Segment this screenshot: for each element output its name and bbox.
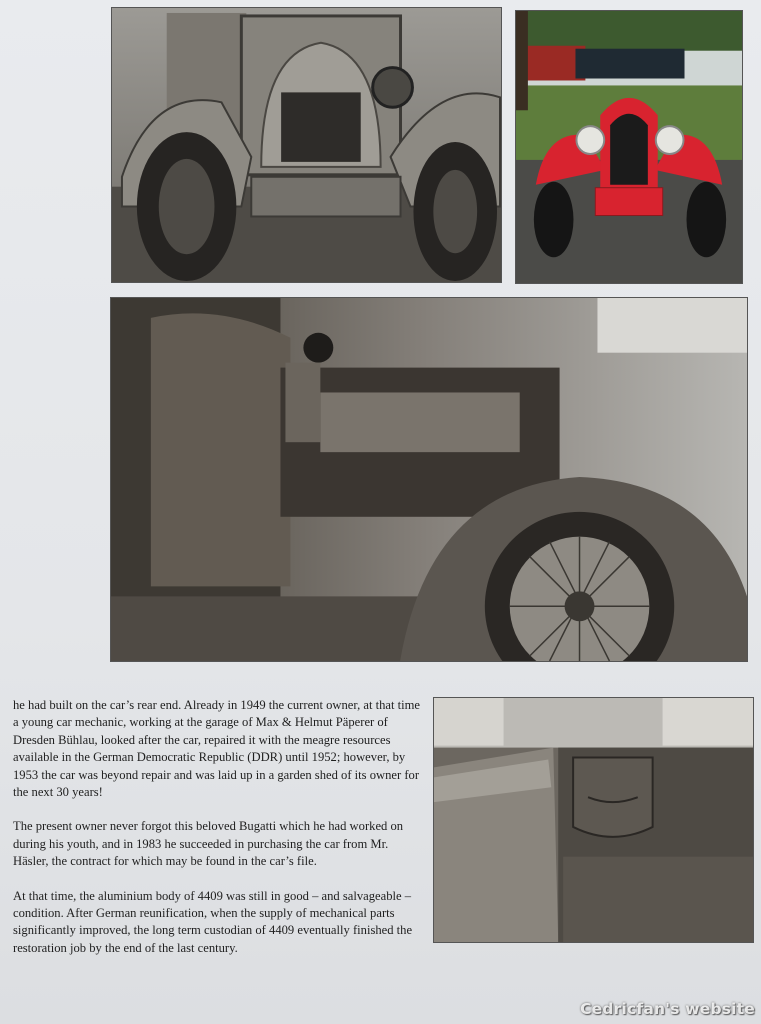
watermark: Cedricfan's website [580,1000,755,1018]
photo-engine-bay [110,297,748,662]
paragraph: At that time, the aluminium body of 4409 was still in good – and salvageable – condition. After German reunification, when the supply of mechanical parts significantly improved, the long term custodian of 4409 eventually finished the restoration job by the end of the last century. [13,888,413,955]
photo-unrestored-car-front [111,7,502,283]
photo-restored-red-car [515,10,743,284]
article-text [13,697,421,974]
paragraph: he had built on the car’s rear end. Already in 1949 the current owner, at that time a young car mechanic, working at the garage of Max & Helmut Päperer of Dresden Bühlau, looked after the car, repaired it with the meagre resources available in the German Democratic Republic (DDR) until 1952; however, by 1953 the car was beyond repair and was laid up in a garden shed of its owner for the next 30 years! [13,698,421,800]
paragraph: The present owner never forgot this beloved Bugatti which he had worked on during his youth, and in 1983 he succeeded in purchasing the car from Mr. Häsler, the contract for which may be found in the car’s file. [13,819,404,869]
photo-body-interior [433,697,754,943]
